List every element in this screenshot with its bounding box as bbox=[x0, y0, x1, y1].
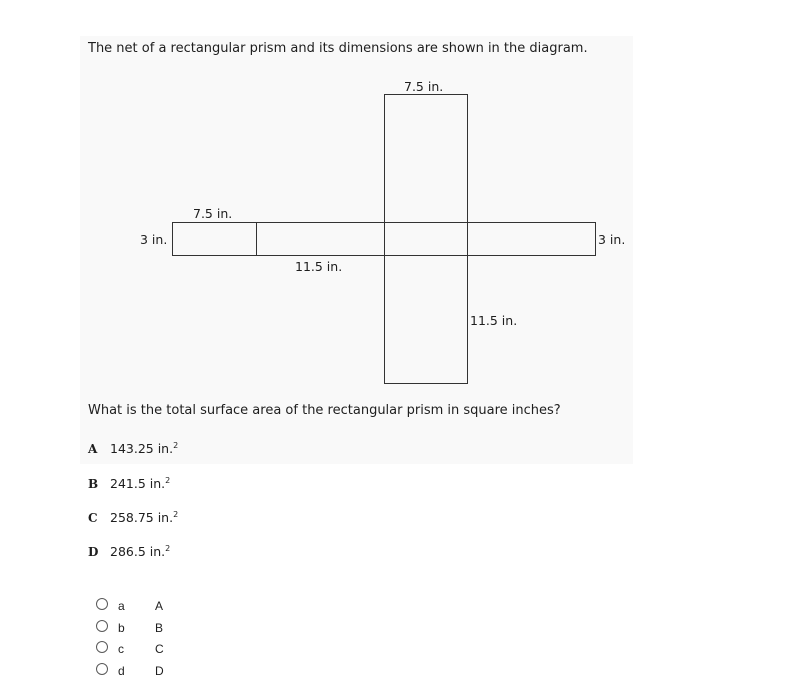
choice-letter: D bbox=[88, 545, 99, 559]
radio-button[interactable] bbox=[96, 641, 108, 653]
choice-b bbox=[88, 476, 170, 491]
middle-length-label: 11.5 in. bbox=[295, 259, 343, 274]
choice-a bbox=[88, 441, 178, 456]
choice-d bbox=[88, 544, 170, 559]
left-height-label: 3 in. bbox=[140, 232, 168, 247]
choice-exponent: 2 bbox=[165, 544, 171, 553]
answer-option-value[interactable]: A bbox=[155, 599, 164, 613]
answer-option-c[interactable] bbox=[95, 639, 185, 661]
answer-option-label[interactable]: b bbox=[118, 620, 125, 635]
top-width-label: 7.5 in. bbox=[404, 79, 444, 94]
answer-option-label[interactable]: c bbox=[118, 642, 124, 656]
choice-exponent: 2 bbox=[165, 476, 171, 485]
answer-radio-group bbox=[95, 596, 185, 682]
net-vertical-strip bbox=[385, 95, 468, 384]
answer-option-a[interactable] bbox=[95, 596, 185, 618]
radio-button[interactable] bbox=[96, 620, 108, 632]
choice-value: 286.5 in. bbox=[110, 544, 166, 559]
choice-letter: A bbox=[88, 442, 98, 456]
choice-value: 241.5 in. bbox=[110, 476, 166, 491]
answer-option-value[interactable]: D bbox=[155, 663, 164, 678]
question-text: What is the total surface area of the rectangular prism in square inches? bbox=[88, 403, 561, 418]
left-flap-width-label: 7.5 in. bbox=[193, 206, 233, 221]
answer-option-d[interactable] bbox=[95, 661, 185, 683]
choice-letter: C bbox=[88, 511, 98, 525]
answer-option-label[interactable]: a bbox=[118, 599, 125, 613]
right-height-label: 3 in. bbox=[598, 232, 626, 247]
answer-option-value[interactable]: C bbox=[155, 642, 164, 656]
answer-option-label[interactable]: d bbox=[118, 663, 125, 678]
problem-intro: The net of a rectangular prism and its dimensions are shown in the diagram. bbox=[88, 41, 588, 56]
radio-button[interactable] bbox=[96, 598, 108, 610]
bottom-length-label: 11.5 in. bbox=[470, 313, 518, 328]
choice-exponent: 2 bbox=[173, 441, 179, 450]
answer-option-b[interactable] bbox=[95, 618, 185, 640]
choice-exponent: 2 bbox=[173, 510, 179, 519]
choice-c bbox=[88, 510, 178, 525]
answer-option-value[interactable]: B bbox=[155, 620, 164, 635]
choice-value: 258.75 in. bbox=[110, 510, 174, 525]
choice-letter: B bbox=[88, 477, 99, 491]
radio-button[interactable] bbox=[96, 663, 108, 675]
choice-value: 143.25 in. bbox=[110, 441, 174, 456]
